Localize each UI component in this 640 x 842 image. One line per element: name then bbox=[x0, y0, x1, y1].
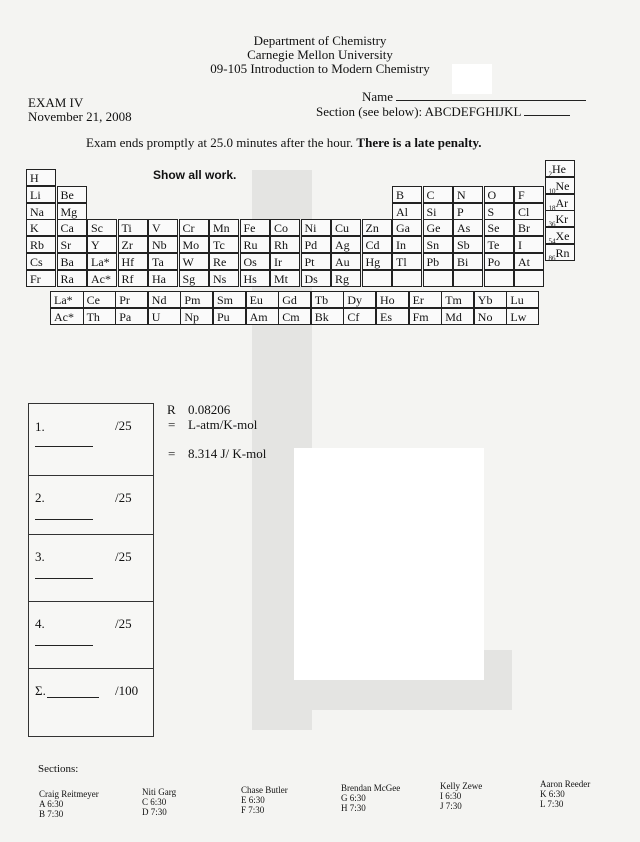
noble-gas-cell: $_2$He bbox=[545, 160, 575, 177]
element-cell: Bi bbox=[453, 253, 483, 270]
score-box bbox=[28, 403, 154, 737]
question-number: 2. bbox=[35, 490, 45, 505]
element-cell: Ga bbox=[392, 219, 422, 236]
element-cell: P bbox=[453, 203, 483, 220]
late-notice bbox=[86, 135, 481, 151]
section-time: A 6:30 bbox=[39, 799, 64, 809]
element-cell: Pb bbox=[423, 253, 453, 270]
lanthanide-cell: Eu bbox=[246, 291, 279, 308]
lanthanide-cell: Tm bbox=[441, 291, 474, 308]
instructor-entry bbox=[341, 783, 400, 813]
element-cell: Sn bbox=[423, 236, 453, 253]
atomic-number: 54 bbox=[548, 237, 556, 245]
element-cell: Co bbox=[270, 219, 300, 236]
gas-constant-unit: L-atm/K-mol bbox=[188, 417, 258, 432]
atomic-number: 86 bbox=[548, 254, 556, 261]
element-cell: Cu bbox=[331, 219, 361, 236]
element-cell: Ds bbox=[301, 270, 331, 287]
element-cell: Cr bbox=[179, 219, 209, 236]
actinide-cell: Np bbox=[180, 308, 213, 325]
element-cell: In bbox=[392, 236, 422, 253]
points-possible: /25 bbox=[115, 616, 132, 631]
element-cell: Ba bbox=[57, 253, 87, 270]
element-cell: Cd bbox=[362, 236, 392, 253]
course-title: 09-105 Introduction to Modern Chemistry bbox=[210, 61, 430, 76]
atomic-number: 2 bbox=[548, 170, 552, 177]
score-row bbox=[29, 535, 153, 602]
lanthanide-cell: Ce bbox=[83, 291, 116, 308]
notice-text: Exam ends promptly at 25.0 minutes after the hour. bbox=[86, 135, 354, 150]
element-cell: Li bbox=[26, 186, 56, 203]
element-cell: As bbox=[453, 219, 483, 236]
score-blank[interactable] bbox=[35, 578, 93, 579]
sections-title: Sections: bbox=[38, 763, 79, 775]
name-blank bbox=[396, 89, 586, 101]
instructor-name: Brendan McGee bbox=[341, 783, 401, 793]
section-time: G 6:30 bbox=[341, 793, 366, 803]
element-cell: Rf bbox=[118, 270, 148, 287]
name-label: Name bbox=[362, 89, 394, 104]
lanthanide-cell: Sm bbox=[213, 291, 246, 308]
element-cell: Re bbox=[209, 253, 239, 270]
element-cell: Y bbox=[87, 236, 117, 253]
element-cell: Ru bbox=[240, 236, 270, 253]
element-cell: Sb bbox=[453, 236, 483, 253]
element-cell: Ir bbox=[270, 253, 300, 270]
actinide-cell: Es bbox=[376, 308, 409, 325]
noble-gas-cell: $_{86}$Rn bbox=[545, 244, 575, 261]
lanthanide-cell: Er bbox=[409, 291, 442, 308]
question-number: 4. bbox=[35, 616, 45, 631]
lanthanide-cell: Pm bbox=[180, 291, 213, 308]
element-cell: Fr bbox=[26, 270, 56, 287]
instructor-entry bbox=[142, 787, 176, 817]
actinide-cell: Pa bbox=[115, 308, 148, 325]
noble-gas-cell: $_{18}$Ar bbox=[545, 194, 575, 211]
element-cell: Ca bbox=[57, 219, 87, 236]
element-cell: V bbox=[148, 219, 178, 236]
section-field[interactable] bbox=[316, 104, 570, 120]
element-cell: Mo bbox=[179, 236, 209, 253]
element-cell: Mg bbox=[57, 203, 87, 220]
instructor-name: Aaron Reeder bbox=[540, 779, 591, 789]
actinide-cell: Md bbox=[441, 308, 474, 325]
instructor-entry bbox=[39, 789, 99, 819]
element-cell: Hf bbox=[118, 253, 148, 270]
lanthanide-cell: Nd bbox=[148, 291, 181, 308]
atomic-number: 36 bbox=[548, 220, 556, 228]
actinide-cell: Fm bbox=[409, 308, 442, 325]
question-number: Σ. bbox=[35, 683, 46, 698]
empty-element-cell bbox=[362, 270, 392, 287]
score-blank[interactable] bbox=[47, 697, 99, 698]
element-cell: Rg bbox=[331, 270, 361, 287]
element-cell: C bbox=[423, 186, 453, 203]
empty-element-cell bbox=[453, 270, 483, 287]
element-cell: La* bbox=[87, 253, 117, 270]
element-cell: Au bbox=[331, 253, 361, 270]
element-cell: Sg bbox=[179, 270, 209, 287]
atomic-number: 18 bbox=[548, 203, 556, 211]
lanthanide-cell: La* bbox=[50, 291, 84, 308]
element-cell: B bbox=[392, 186, 422, 203]
element-cell: F bbox=[514, 186, 544, 203]
redaction-block bbox=[294, 448, 484, 680]
instructor-name: Chase Butler bbox=[241, 785, 288, 795]
element-cell: Be bbox=[57, 186, 87, 203]
element-cell: Tc bbox=[209, 236, 239, 253]
element-cell: Rb bbox=[26, 236, 56, 253]
element-cell: H bbox=[26, 169, 56, 186]
actinide-cell: Pu bbox=[213, 308, 246, 325]
element-cell: Ha bbox=[148, 270, 178, 287]
element-cell: Se bbox=[484, 219, 514, 236]
gas-constant-si: 8.314 J/ K-mol bbox=[188, 446, 267, 461]
exam-title: EXAM IV bbox=[28, 95, 84, 110]
element-cell: Ac* bbox=[87, 270, 117, 287]
element-cell: Fe bbox=[240, 219, 270, 236]
element-cell: Ti bbox=[118, 219, 148, 236]
element-cell: Sr bbox=[57, 236, 87, 253]
element-cell: O bbox=[484, 186, 514, 203]
lanthanide-cell: Yb bbox=[474, 291, 507, 308]
section-blank bbox=[524, 104, 570, 116]
score-blank[interactable] bbox=[35, 645, 93, 646]
element-cell: Ra bbox=[57, 270, 87, 287]
element-cell: Zn bbox=[362, 219, 392, 236]
section-time: D 7:30 bbox=[142, 807, 167, 817]
department-title: Department of Chemistry bbox=[253, 33, 387, 48]
instructor-name: Craig Reitmeyer bbox=[39, 789, 99, 799]
element-cell: Mn bbox=[209, 219, 239, 236]
actinide-cell: Bk bbox=[311, 308, 344, 325]
element-cell: Zr bbox=[118, 236, 148, 253]
element-cell: Pd bbox=[301, 236, 331, 253]
instructor-entry bbox=[440, 781, 482, 811]
lanthanide-cell: Pr bbox=[115, 291, 148, 308]
noble-gas-cell: $_{10}$Ne bbox=[545, 177, 575, 194]
score-row bbox=[29, 602, 153, 669]
element-cell: N bbox=[453, 186, 483, 203]
element-cell: Po bbox=[484, 253, 514, 270]
instructor-name: Niti Garg bbox=[142, 787, 177, 797]
element-cell: Rh bbox=[270, 236, 300, 253]
element-cell: W bbox=[179, 253, 209, 270]
lanthanide-cell: Lu bbox=[506, 291, 539, 308]
element-cell: Ta bbox=[148, 253, 178, 270]
element-cell: Ni bbox=[301, 219, 331, 236]
section-time: I 6:30 bbox=[440, 791, 462, 801]
lanthanide-cell: Ho bbox=[376, 291, 409, 308]
points-possible: /25 bbox=[115, 490, 132, 505]
section-time: C 6:30 bbox=[142, 797, 167, 807]
section-time: K 6:30 bbox=[540, 789, 565, 799]
actinide-cell: Cf bbox=[343, 308, 376, 325]
actinide-cell: Cm bbox=[278, 308, 311, 325]
element-cell: Cs bbox=[26, 253, 56, 270]
element-cell: Tl bbox=[392, 253, 422, 270]
score-blank[interactable] bbox=[35, 519, 93, 520]
actinide-cell: Ac* bbox=[50, 308, 84, 325]
name-field[interactable] bbox=[362, 89, 586, 105]
score-row bbox=[29, 669, 153, 736]
lanthanide-cell: Gd bbox=[278, 291, 311, 308]
empty-element-cell bbox=[392, 270, 422, 287]
element-cell: Mt bbox=[270, 270, 300, 287]
section-time: E 6:30 bbox=[241, 795, 265, 805]
element-cell: Si bbox=[423, 203, 453, 220]
gas-constant-label: R bbox=[167, 402, 176, 417]
show-work-instruction: Show all work. bbox=[153, 168, 237, 182]
element-cell: Na bbox=[26, 203, 56, 220]
late-penalty-text: There is a late penalty. bbox=[356, 135, 482, 150]
gas-constant-value: 0.08206 bbox=[188, 402, 231, 417]
element-cell: Te bbox=[484, 236, 514, 253]
element-cell: Hs bbox=[240, 270, 270, 287]
actinide-cell: Lw bbox=[506, 308, 539, 325]
element-cell: S bbox=[484, 203, 514, 220]
element-cell: Ge bbox=[423, 219, 453, 236]
section-time: F 7:30 bbox=[241, 805, 265, 815]
section-time: B 7:30 bbox=[39, 809, 64, 819]
noble-gas-cell: $_{54}$Xe bbox=[545, 227, 575, 244]
element-cell: Sc bbox=[87, 219, 117, 236]
points-possible: /100 bbox=[115, 683, 139, 698]
section-time: J 7:30 bbox=[440, 801, 462, 811]
question-number: 1. bbox=[35, 419, 45, 434]
element-cell: Os bbox=[240, 253, 270, 270]
instructor-entry bbox=[241, 785, 288, 815]
instructor-name: Kelly Zewe bbox=[440, 781, 483, 791]
element-cell: Pt bbox=[301, 253, 331, 270]
score-row bbox=[29, 404, 153, 476]
element-cell: I bbox=[514, 236, 544, 253]
element-cell: Hg bbox=[362, 253, 392, 270]
element-cell: Ns bbox=[209, 270, 239, 287]
score-blank[interactable] bbox=[35, 446, 93, 447]
section-label: Section (see below): ABCDEFGHIJKL bbox=[316, 104, 521, 119]
lanthanide-cell: Tb bbox=[311, 291, 344, 308]
question-number: 3. bbox=[35, 549, 45, 564]
element-cell: Nb bbox=[148, 236, 178, 253]
element-cell: Cl bbox=[514, 203, 544, 220]
lanthanide-cell: Dy bbox=[343, 291, 376, 308]
section-time: H 7:30 bbox=[341, 803, 366, 813]
score-row bbox=[29, 476, 153, 535]
element-cell: At bbox=[514, 253, 544, 270]
points-possible: /25 bbox=[115, 549, 132, 564]
equals-sign-1: = bbox=[168, 417, 176, 432]
noble-gas-cell: $_{36}$Kr bbox=[545, 210, 575, 227]
empty-element-cell bbox=[423, 270, 453, 287]
points-possible: /25 bbox=[115, 418, 132, 433]
empty-element-cell bbox=[484, 270, 514, 287]
section-time: L 7:30 bbox=[540, 799, 564, 809]
instructor-entry bbox=[540, 779, 590, 809]
actinide-cell: Am bbox=[246, 308, 279, 325]
equals-sign-2: = bbox=[168, 446, 176, 461]
atomic-number: 10 bbox=[548, 187, 556, 194]
element-cell: Al bbox=[392, 203, 422, 220]
actinide-cell: U bbox=[148, 308, 181, 325]
element-cell: Br bbox=[514, 219, 544, 236]
university-title: Carnegie Mellon University bbox=[247, 47, 393, 62]
actinide-cell: No bbox=[474, 308, 507, 325]
exam-date: November 21, 2008 bbox=[28, 109, 132, 124]
element-cell: K bbox=[26, 219, 56, 236]
element-cell: Ag bbox=[331, 236, 361, 253]
actinide-cell: Th bbox=[83, 308, 116, 325]
empty-element-cell bbox=[514, 270, 544, 287]
